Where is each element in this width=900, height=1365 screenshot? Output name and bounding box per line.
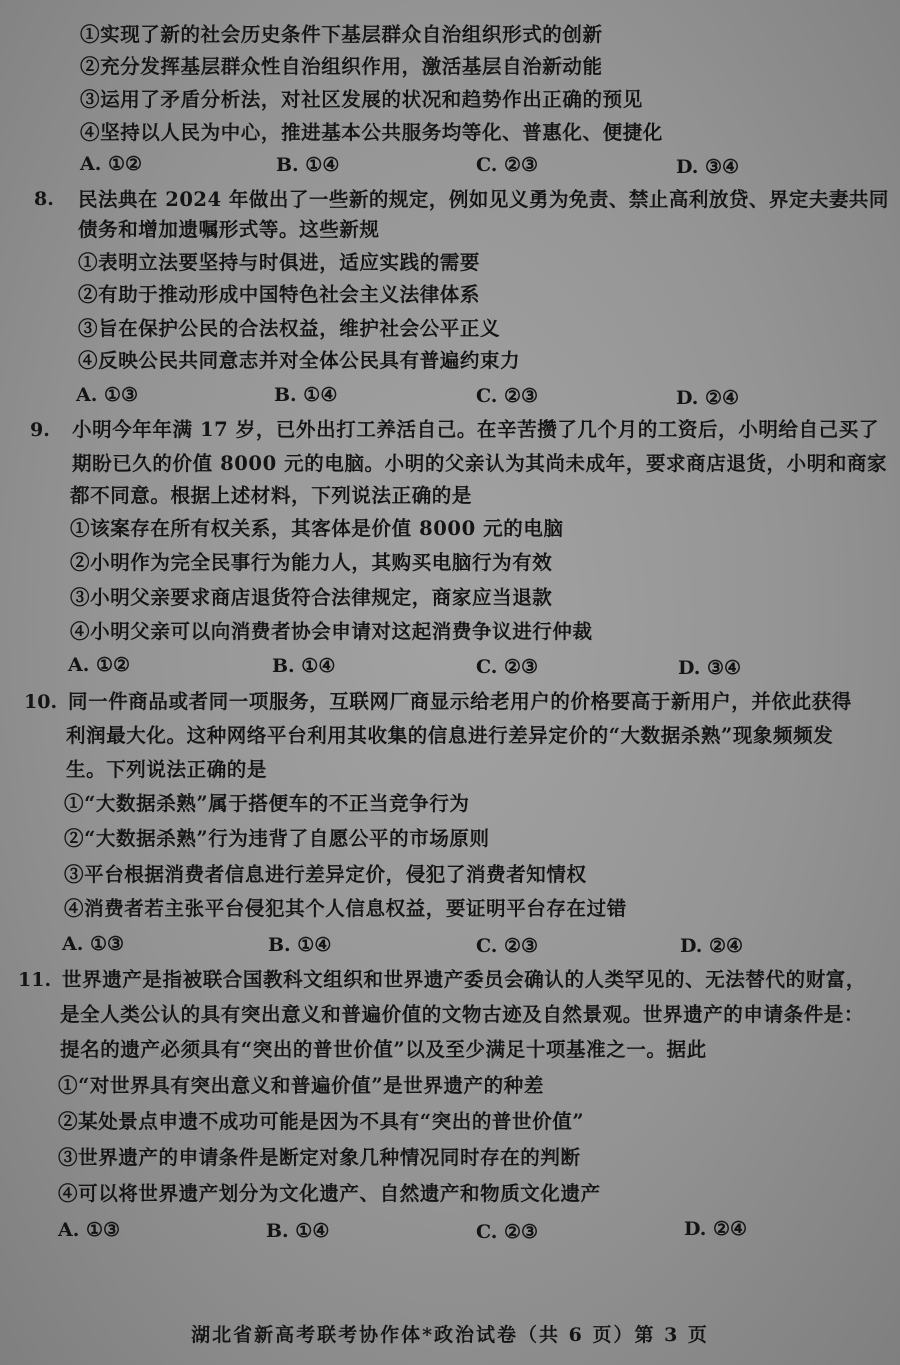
q11-item-3: ③世界遗产的申请条件是断定对象几种情况同时存在的判断: [58, 1146, 581, 1169]
q7-item-1: ①实现了新的社会历史条件下基层群众自治组织形式的创新: [80, 23, 603, 46]
q11-item-2: ②某处景点申遗不成功可能是因为不具有“突出的普世价值”: [58, 1110, 585, 1133]
q7-item-3: ③运用了矛盾分析法，对社区发展的状况和趋势作出正确的预见: [80, 88, 643, 111]
q10-option-c: C. ②③: [476, 935, 539, 957]
q9-option-d: D. ③④: [678, 657, 742, 679]
q7-item-2: ②充分发挥基层群众性自治组织作用，激活基层自治新动能: [80, 55, 603, 78]
q7-option-d: D. ③④: [676, 156, 740, 178]
q10-option-a: A. ①③: [62, 933, 125, 955]
q10-item-2: ②“大数据杀熟”行为违背了自愿公平的市场原则: [64, 827, 490, 850]
q11-stem-line-3: 提名的遗产必须具有“突出的普世价值”以及至少满足十项基准之一。据此: [60, 1038, 707, 1061]
q7-item-4: ④坚持以人民为中心，推进基本公共服务均等化、普惠化、便捷化: [80, 121, 663, 144]
q8-option-c: C. ②③: [476, 385, 539, 407]
q7-option-b: B. ①④: [276, 154, 340, 176]
q9-item-4: ④小明父亲可以向消费者协会申请对这起消费争议进行仲裁: [70, 620, 593, 643]
q9-stem-line-3: 都不同意。根据上述材料，下列说法正确的是: [70, 484, 473, 507]
q8-number: 8.: [34, 188, 54, 210]
q11-option-c: C. ②③: [476, 1221, 539, 1243]
q8-item-2: ②有助于推动形成中国特色社会主义法律体系: [78, 283, 481, 306]
q11-stem-line-1: 世界遗产是指被联合国教科文组织和世界遗产委员会确认的人类罕见的、无法替代的财富，: [62, 968, 867, 991]
q11-number: 11.: [18, 969, 52, 991]
q10-item-4: ④消费者若主张平台侵犯其个人信息权益，要证明平台存在过错: [64, 897, 627, 920]
q7-option-a: A. ①②: [80, 153, 143, 175]
q8-option-b: B. ①④: [274, 384, 338, 406]
q8-option-a: A. ①③: [76, 384, 139, 406]
q9-option-b: B. ①④: [272, 655, 336, 677]
q11-option-d: D. ②④: [684, 1218, 748, 1240]
q9-item-1: ①该案存在所有权关系，其客体是价值 8000 元的电脑: [70, 517, 564, 540]
q11-item-4: ④可以将世界遗产划分为文化遗产、自然遗产和物质文化遗产: [58, 1182, 601, 1205]
q8-item-3: ③旨在保护公民的合法权益，维护社会公平正义: [78, 317, 501, 340]
q9-stem-line-1: 小明今年年满 17 岁，已外出打工养活自己。在辛苦攒了几个月的工资后，小明给自己买了: [72, 418, 879, 441]
q10-number: 10.: [24, 691, 58, 713]
q9-option-a: A. ①②: [68, 654, 131, 676]
q9-item-3: ③小明父亲要求商店退货符合法律规定，商家应当退款: [70, 586, 553, 609]
q8-stem-line-1: 民法典在 2024 年做出了一些新的规定，例如见义勇为免责、禁止高利放贷、界定夫妻共同: [78, 188, 889, 211]
q10-stem-line-1: 同一件商品或者同一项服务，互联网厂商显示给老用户的价格要高于新用户，并依此获得: [68, 690, 852, 713]
q9-stem-line-2: 期盼已久的价值 8000 元的电脑。小明的父亲认为其尚未成年，要求商店退货，小明和商家: [72, 452, 888, 475]
q8-item-4: ④反映公民共同意志并对全体公民具有普遍约束力: [78, 349, 521, 372]
q9-option-c: C. ②③: [476, 656, 539, 678]
q11-option-a: A. ①③: [58, 1219, 121, 1241]
q10-option-d: D. ②④: [680, 935, 744, 957]
q8-item-1: ①表明立法要坚持与时俱进，适应实践的需要: [78, 251, 481, 274]
q8-option-d: D. ②④: [676, 387, 740, 409]
q10-stem-line-3: 生。下列说法正确的是: [66, 758, 268, 781]
q10-item-3: ③平台根据消费者信息进行差异定价，侵犯了消费者知情权: [64, 863, 587, 886]
q11-option-b: B. ①④: [266, 1220, 330, 1242]
q9-number: 9.: [30, 419, 50, 441]
q10-item-1: ①“大数据杀熟”属于搭便车的不正当竞争行为: [64, 792, 470, 815]
q7-option-c: C. ②③: [476, 154, 539, 176]
q10-option-b: B. ①④: [268, 934, 332, 956]
q9-item-2: ②小明作为完全民事行为能力人，其购买电脑行为有效: [70, 551, 553, 574]
q8-stem-line-2: 债务和增加遗嘱形式等。这些新规: [78, 218, 380, 241]
q11-stem-line-2: 是全人类公认的具有突出意义和普遍价值的文物古迹及自然景观。世界遗产的申请条件是：: [60, 1003, 865, 1026]
page-footer: 湖北省新高考联考协作体*政治试卷（共 6 页）第 3 页: [191, 1324, 709, 1346]
q11-item-1: ①“对世界具有突出意义和普遍价值”是世界遗产的种差: [58, 1074, 544, 1097]
q10-stem-line-2: 利润最大化。这种网络平台利用其收集的信息进行差异定价的“大数据杀熟”现象频频发: [66, 724, 834, 747]
